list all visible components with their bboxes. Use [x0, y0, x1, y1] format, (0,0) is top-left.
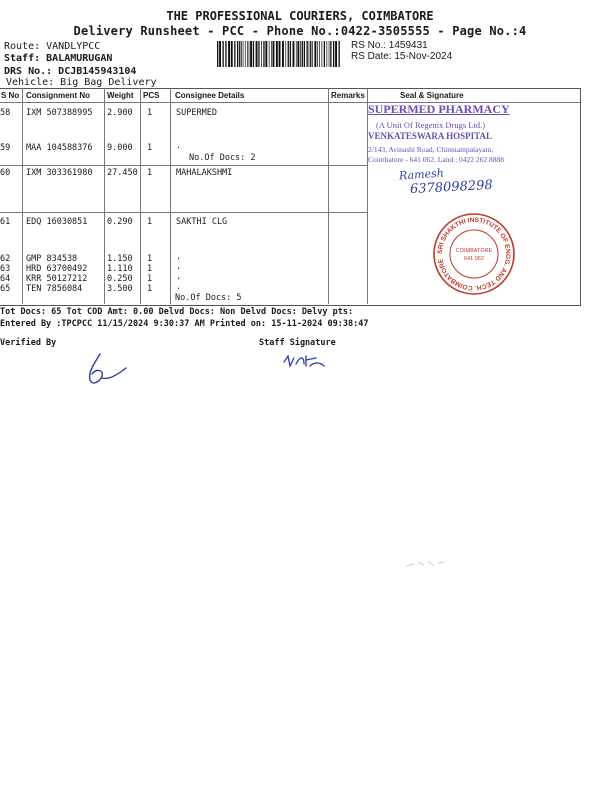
table-row-weight: 1.110: [107, 264, 133, 274]
table-row-pcs: 1: [147, 168, 153, 178]
barcode-bar: [234, 41, 235, 67]
table-row-consignee: SUPERMED: [176, 108, 217, 118]
stamp-address-line2: Coimbatore - 641 062. Land : 0422 262 8888: [368, 155, 505, 164]
barcode-bar: [335, 41, 337, 67]
barcode-image: [216, 41, 342, 67]
col-header-pcs: PCS: [143, 91, 160, 100]
handwritten-phone: 6378098298: [409, 177, 494, 198]
barcode-bar: [296, 41, 297, 67]
table-row-weight: 0.250: [107, 274, 133, 284]
table-row-consignee: MAHALAKSHMI: [176, 168, 233, 178]
barcode-bar: [276, 41, 278, 67]
barcode-bar: [245, 41, 246, 67]
stamp-address-line1: 2/143, Avinashi Road, Chinniampalayam,: [368, 145, 494, 154]
institute-seal: [432, 212, 516, 296]
table-row-pcs: 1: [147, 143, 153, 153]
stamp-pharmacy-name: SUPERMED PHARMACY: [368, 102, 510, 116]
barcode-bar: [219, 41, 221, 67]
table-row-consignee: .: [176, 262, 182, 272]
drs-number: DRS No.: DCJB145943104: [4, 66, 137, 77]
vehicle-label: Vehicle: Big Bag Delivery: [6, 77, 157, 88]
table-row-consignee: .: [176, 141, 182, 151]
barcode-bar: [314, 41, 316, 67]
table-row-sno: 61: [0, 217, 11, 227]
table-row-weight: 2.900: [107, 108, 133, 118]
table-row-consignment: EDQ 16030851: [26, 217, 88, 227]
barcode-bar: [297, 41, 299, 67]
svg-text:641 062: 641 062: [464, 256, 484, 262]
docs-count: No.Of Docs: 2: [189, 153, 256, 163]
col-header-consignee: Consignee Details: [175, 91, 245, 100]
barcode-bar: [258, 41, 259, 67]
barcode-bar: [273, 41, 275, 67]
rs-number: RS No.: 1459431: [351, 40, 428, 51]
barcode-bar: [339, 41, 340, 67]
scan-artifact: [404, 556, 448, 572]
table-row-sno: 60: [0, 168, 11, 178]
barcode-bar: [279, 41, 281, 67]
barcode-bar: [290, 41, 291, 67]
table-row-sno: 64: [0, 274, 11, 284]
barcode-bar: [253, 41, 254, 67]
barcode-bar: [324, 41, 325, 67]
table-row-consignee: .: [176, 272, 182, 282]
col-header-sno: S No: [1, 91, 20, 100]
table-row-sno: 62: [0, 254, 11, 264]
barcode-bar: [307, 41, 308, 67]
staff-signature-label: Staff Signature: [259, 338, 336, 348]
entered-by-line: Entered By :TPCPCC 11/15/2024 9:30:37 AM Printed on: 15-11-2024 09:38:47: [0, 319, 369, 329]
table-row-consignment: IXM 507388995: [26, 108, 93, 118]
pharmacy-stamp: [362, 99, 572, 174]
stamp-unit: (A Unit Of Regenix Drugs Ltd.): [376, 120, 486, 130]
table-row-weight: 1.150: [107, 254, 133, 264]
barcode-bar: [304, 41, 305, 67]
runsheet-subtitle: Delivery Runsheet - PCC - Phone No.:0422-3505555 - Page No.:4: [73, 24, 527, 38]
table-row-pcs: 1: [147, 274, 153, 284]
seal-text: SRI SHAKTHI INSTITUTE OF ENGG. AND TECH. COIMBATORE: [436, 216, 512, 292]
staff-label: Staff: BALAMURUGAN: [4, 53, 113, 64]
barcode-bar: [317, 41, 318, 67]
table-row-pcs: 1: [147, 217, 153, 227]
barcode-bar: [309, 41, 310, 67]
barcode-bar: [282, 41, 284, 67]
barcode-bar: [261, 41, 262, 67]
table-row-sno: 59: [0, 143, 11, 153]
table-row-consignee: .: [176, 282, 182, 292]
barcode-bar: [310, 41, 311, 67]
table-row-consignee: .: [176, 252, 182, 262]
barcode-bar: [312, 41, 313, 67]
handwritten-name: Ramesh: [398, 166, 445, 183]
col-header-consignment: Consignment No: [26, 91, 90, 100]
barcode-bar: [265, 41, 267, 67]
stamp-hospital: VENKATESWARA HOSPITAL: [368, 131, 492, 141]
barcode-bar: [228, 41, 230, 67]
barcode-bar: [330, 41, 331, 67]
table-row-sno: 65: [0, 284, 11, 294]
table-row-weight: 27.450: [107, 168, 138, 178]
table-row-consignment: GMP 834538: [26, 254, 78, 264]
svg-text:COIMBATORE: COIMBATORE: [455, 248, 493, 254]
barcode-bar: [329, 41, 330, 67]
barcode-bar: [241, 41, 242, 67]
totals-line: Tot Docs: 65 Tot COD Amt: 0.00 Delvd Docs: Non Delvd Docs: Delvy pts:: [0, 307, 354, 317]
col-header-weight: Weight: [107, 91, 134, 100]
table-row-consignment: TEN 7856084: [26, 284, 83, 294]
table-row-weight: 9.000: [107, 143, 133, 153]
barcode-bar: [239, 41, 240, 67]
table-row-consignment: IXM 303361980: [26, 168, 93, 178]
barcode-bar: [237, 41, 238, 67]
barcode-bar: [322, 41, 323, 67]
barcode-bar: [231, 41, 233, 67]
table-row-consignment: MAA 104588376: [26, 143, 93, 153]
barcode-bar: [243, 41, 244, 67]
barcode-bar: [225, 41, 226, 67]
col-header-remarks: Remarks: [331, 91, 365, 100]
barcode-bar: [263, 41, 264, 67]
staff-signature: [280, 350, 330, 372]
barcode-bar: [288, 41, 289, 67]
barcode-bar: [247, 41, 248, 67]
rs-date: RS Date: 15-Nov-2024: [351, 51, 453, 62]
table-row-consignee: SAKTHI CLG: [176, 217, 228, 227]
table-row-pcs: 1: [147, 108, 153, 118]
verified-signature: [82, 350, 132, 388]
col-header-seal: Seal & Signature: [400, 91, 464, 100]
docs-count: No.Of Docs: 5: [175, 293, 242, 303]
barcode-bar: [250, 41, 252, 67]
barcode-bar: [223, 41, 224, 67]
table-row-sno: 58: [0, 108, 11, 118]
table-row-weight: 0.290: [107, 217, 133, 227]
barcode-bar: [327, 41, 328, 67]
barcode-bar: [293, 41, 295, 67]
company-title: THE PROFESSIONAL COURIERS, COIMBATORE: [166, 9, 434, 23]
table-row-sno: 63: [0, 264, 11, 274]
barcode-bar: [300, 41, 301, 67]
barcode-bar: [285, 41, 286, 67]
table-row-consignment: HRD 63700492: [26, 264, 88, 274]
barcode-bar: [302, 41, 303, 67]
table-row-pcs: 1: [147, 284, 153, 294]
barcode-bar: [249, 41, 250, 67]
barcode-bar: [333, 41, 334, 67]
table-row-pcs: 1: [147, 254, 153, 264]
barcode-bar: [217, 41, 218, 67]
barcode-bar: [269, 41, 270, 67]
table-row-weight: 3.500: [107, 284, 133, 294]
table-row-consignment: KRR 50127212: [26, 274, 88, 284]
barcode-bar: [256, 41, 258, 67]
route-label: Route: VANDLYPCC: [4, 41, 101, 52]
barcode-bar: [319, 41, 320, 67]
table-row-pcs: 1: [147, 264, 153, 274]
verified-by-label: Verified By: [0, 338, 57, 348]
barcode-bar: [271, 41, 272, 67]
